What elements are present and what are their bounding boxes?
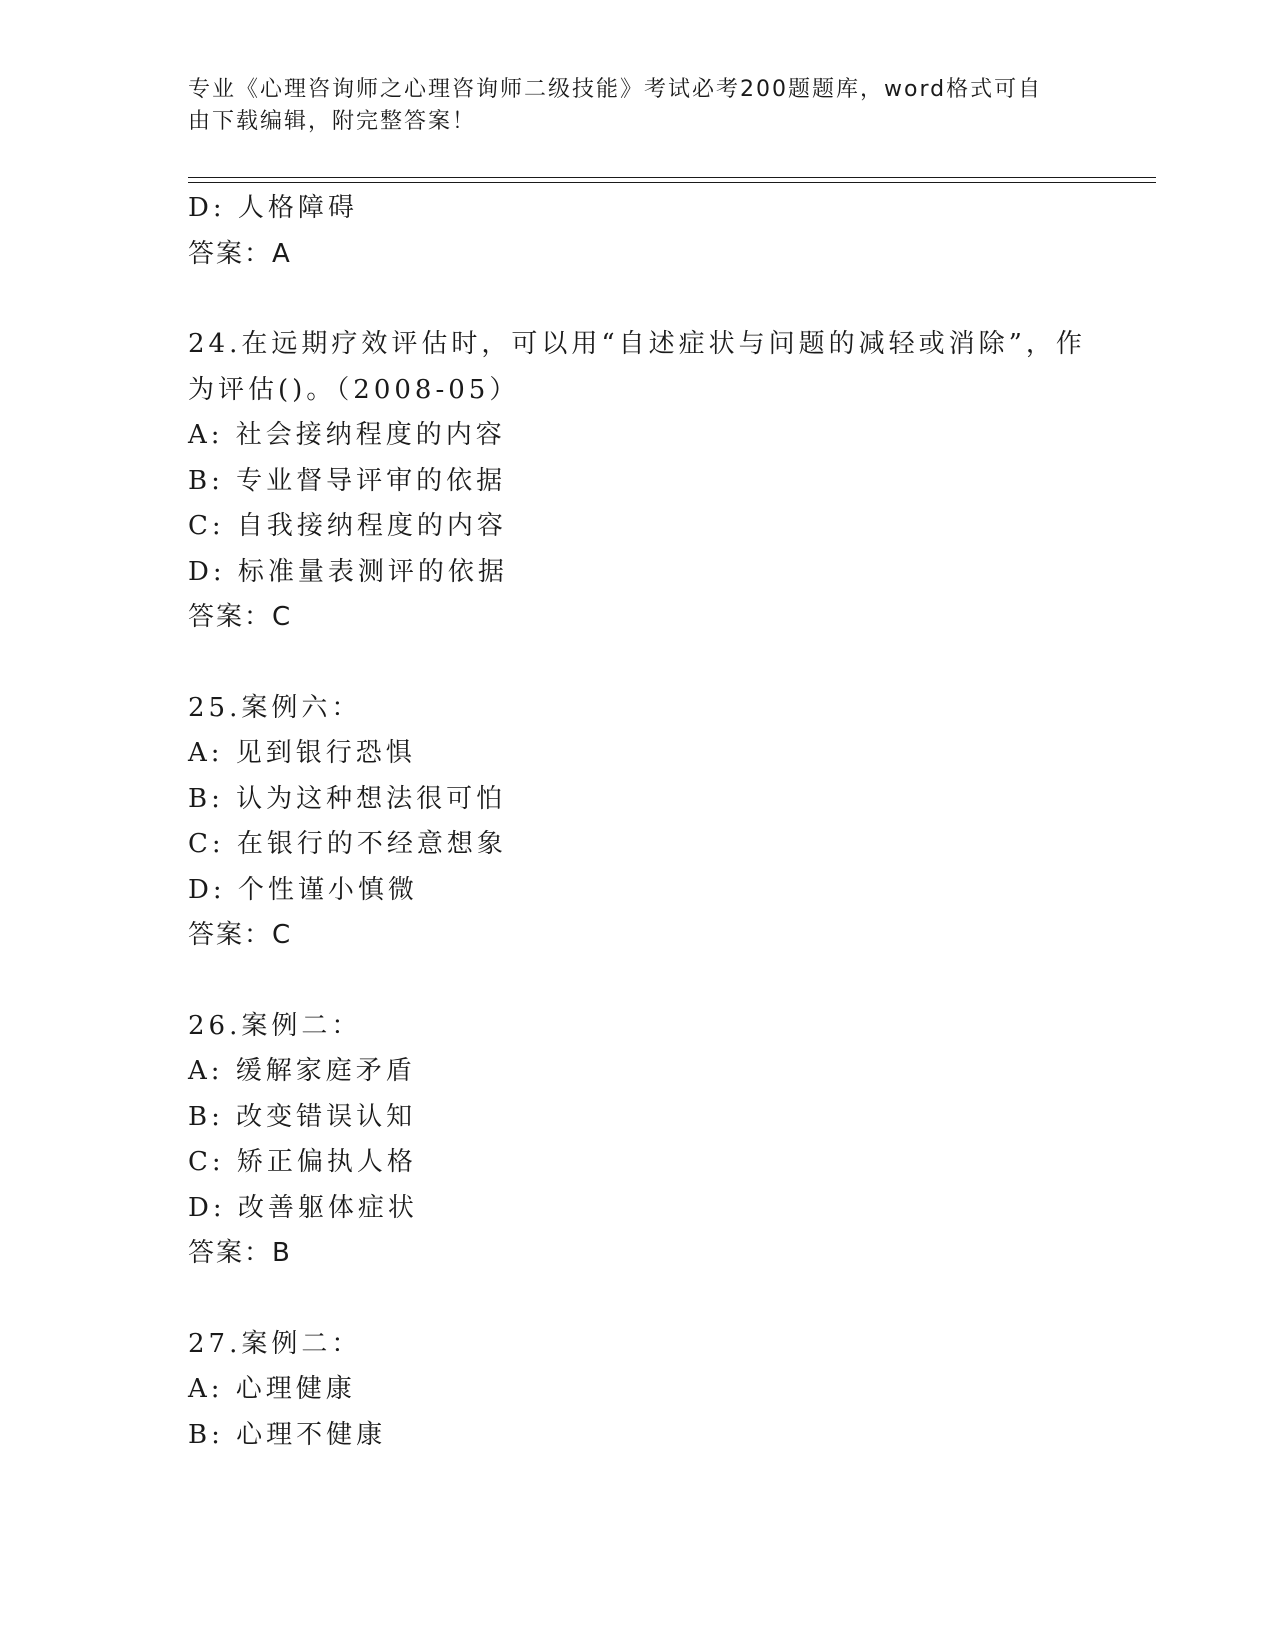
header-line-2: 由下载编辑，附完整答案！ bbox=[188, 109, 477, 134]
answer: 答案：C bbox=[188, 920, 293, 950]
question-content bbox=[188, 186, 1088, 1458]
option-b: B: 改变错误认知 bbox=[188, 1101, 417, 1132]
header-divider-bottom bbox=[188, 182, 1156, 183]
question-stem-line: 为评估()。（2008-05） bbox=[188, 374, 520, 405]
answer: 答案：C bbox=[188, 602, 293, 632]
spacer bbox=[188, 641, 1088, 686]
question-26 bbox=[188, 1004, 1088, 1277]
option-c: C: 矫正偏执人格 bbox=[188, 1147, 417, 1177]
question-stem-line: 26.案例二： bbox=[188, 1010, 362, 1041]
spacer bbox=[188, 959, 1088, 1004]
option-a: A: 社会接纳程度的内容 bbox=[188, 420, 506, 450]
spacer bbox=[188, 277, 1088, 322]
option-d: D: 个性谨小慎微 bbox=[188, 874, 418, 905]
document-header bbox=[188, 74, 1068, 138]
header-divider-top bbox=[188, 177, 1156, 178]
option-c: C: 自我接纳程度的内容 bbox=[188, 511, 507, 541]
option-d: D: 改善躯体症状 bbox=[188, 1192, 418, 1223]
option-a: A: 见到银行恐惧 bbox=[188, 738, 416, 768]
question-stem-line: 24.在远期疗效评估时，可以用“自述症状与问题的减轻或消除”，作 bbox=[188, 329, 1086, 359]
option-a: A: 心理健康 bbox=[188, 1374, 356, 1404]
option-d: D: 标准量表测评的依据 bbox=[188, 556, 508, 587]
question-stem-line: 27.案例二： bbox=[188, 1328, 362, 1359]
question-25 bbox=[188, 686, 1088, 959]
option-b: B: 认为这种想法很可怕 bbox=[188, 783, 507, 814]
answer: 答案：B bbox=[188, 1238, 292, 1268]
header-line-1: 专业《心理咨询师之心理咨询师二级技能》考试必考200题题库，word格式可自 bbox=[188, 77, 1043, 102]
question-stem-line: 25.案例六： bbox=[188, 692, 362, 723]
previous-option-d: D: 人格障碍 bbox=[188, 193, 358, 223]
option-b: B: 专业督导评审的依据 bbox=[188, 465, 507, 496]
option-a: A: 缓解家庭矛盾 bbox=[188, 1056, 416, 1086]
previous-answer: 答案：A bbox=[188, 238, 292, 269]
option-b: B: 心理不健康 bbox=[188, 1419, 387, 1450]
option-c: C: 在银行的不经意想象 bbox=[188, 829, 507, 859]
question-27 bbox=[188, 1322, 1088, 1459]
question-24 bbox=[188, 322, 1088, 641]
spacer bbox=[188, 1277, 1088, 1322]
